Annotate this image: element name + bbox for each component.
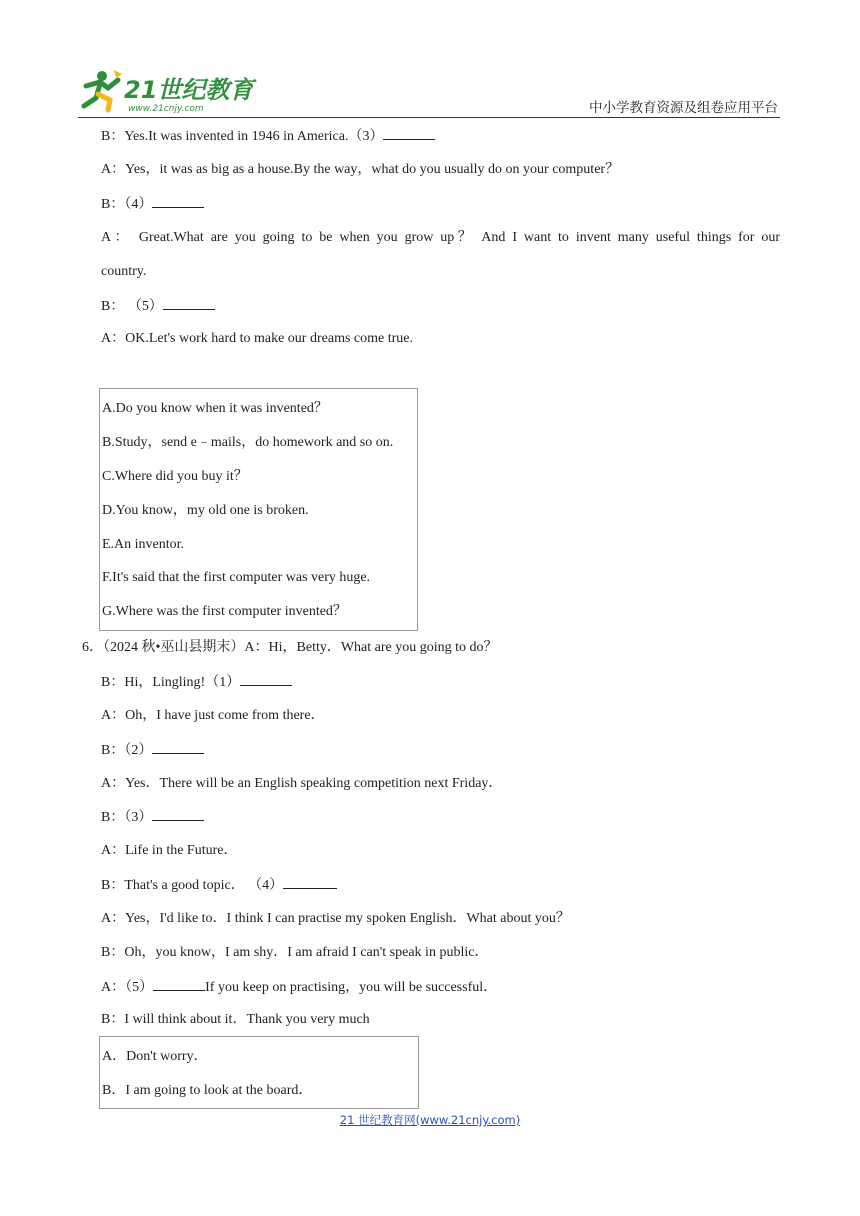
page-header xyxy=(78,66,780,118)
dialog1-line-3: B：（4） xyxy=(101,195,204,214)
page-footer xyxy=(0,1112,860,1128)
dialog1-line-6: B： （5） xyxy=(101,297,215,316)
answer-blank[interactable] xyxy=(283,876,337,889)
q6-line-9: B：Oh，you know，I am shy．I am afraid I can't speak in public． xyxy=(101,945,489,960)
answer-blank[interactable] xyxy=(163,297,215,310)
question-6-stem: 6．（2024 秋•巫山县期末）A：Hi，Betty．What are you going to do？ xyxy=(82,640,498,655)
header-divider xyxy=(78,117,780,118)
answer-blank[interactable] xyxy=(240,673,292,686)
footer-link[interactable]: 21 世纪教育网(www.21cnjy.com) xyxy=(339,1113,521,1127)
logo-text: 21世纪教育 xyxy=(124,76,254,104)
options-box-2 xyxy=(99,1036,419,1109)
q6-line-4: A：Yes．There will be an English speaking competition next Friday． xyxy=(101,776,503,791)
options-box-1 xyxy=(99,388,418,631)
dialog1-line-7: A：OK.Let's work hard to make our dreams come true. xyxy=(101,331,413,346)
q6-line-5: B：（3） xyxy=(101,808,204,827)
q6-line-11: B：I will think about it．Thank you very much xyxy=(101,1012,370,1027)
option-c: C.Where did you buy it？ xyxy=(102,469,248,484)
q6-line-8: A：Yes，I'd like to．I think I can practise my spoken English．What about you？ xyxy=(101,911,570,926)
option-b: B．I am going to look at the board． xyxy=(102,1083,313,1098)
q6-line-3: B：（2） xyxy=(101,741,204,760)
option-g: G.Where was the first computer invented？ xyxy=(102,604,347,619)
q6-line-2: A：Oh，I have just come from there． xyxy=(101,708,325,723)
option-a: A.Do you know when it was invented？ xyxy=(102,401,328,416)
platform-title: 中小学教育资源及组卷应用平台 xyxy=(589,100,778,116)
runner-icon xyxy=(84,70,122,110)
q6-line-1: B：Hi，Lingling!（1） xyxy=(101,673,292,692)
answer-blank[interactable] xyxy=(152,741,204,754)
answer-blank[interactable] xyxy=(383,127,435,140)
q6-line-7: B：That's a good topic． （4） xyxy=(101,876,337,895)
option-d: D.You know，my old one is broken. xyxy=(102,503,309,518)
q6-line-10: A：（5） If you keep on practising，you will be successful． xyxy=(101,980,498,995)
dialog1-line-1: B：Yes.It was invented in 1946 in America.（3） xyxy=(101,127,435,146)
answer-blank[interactable] xyxy=(152,195,204,208)
option-f: F.It's said that the first computer was very huge. xyxy=(102,570,371,585)
option-a: A．Don't worry． xyxy=(102,1049,208,1064)
answer-blank[interactable] xyxy=(152,808,204,821)
dialog1-line-2: A：Yes，it was as big as a house.By the way，what do you usually do on your computer？ xyxy=(101,162,620,177)
q6-line-6: A：Life in the Future． xyxy=(101,843,238,858)
option-e: E.An inventor. xyxy=(102,537,185,552)
logo-url: www.21cnjy.com xyxy=(128,104,204,114)
dialog1-line-4: A： Great.What are you going to be when you grow up？ And I want to invent many useful things for our xyxy=(101,230,780,245)
dialog1-line-5: country. xyxy=(101,264,147,279)
option-b: B.Study，send e﹣mails，do homework and so on. xyxy=(102,435,394,450)
logo xyxy=(78,66,278,114)
answer-blank[interactable] xyxy=(153,978,205,991)
